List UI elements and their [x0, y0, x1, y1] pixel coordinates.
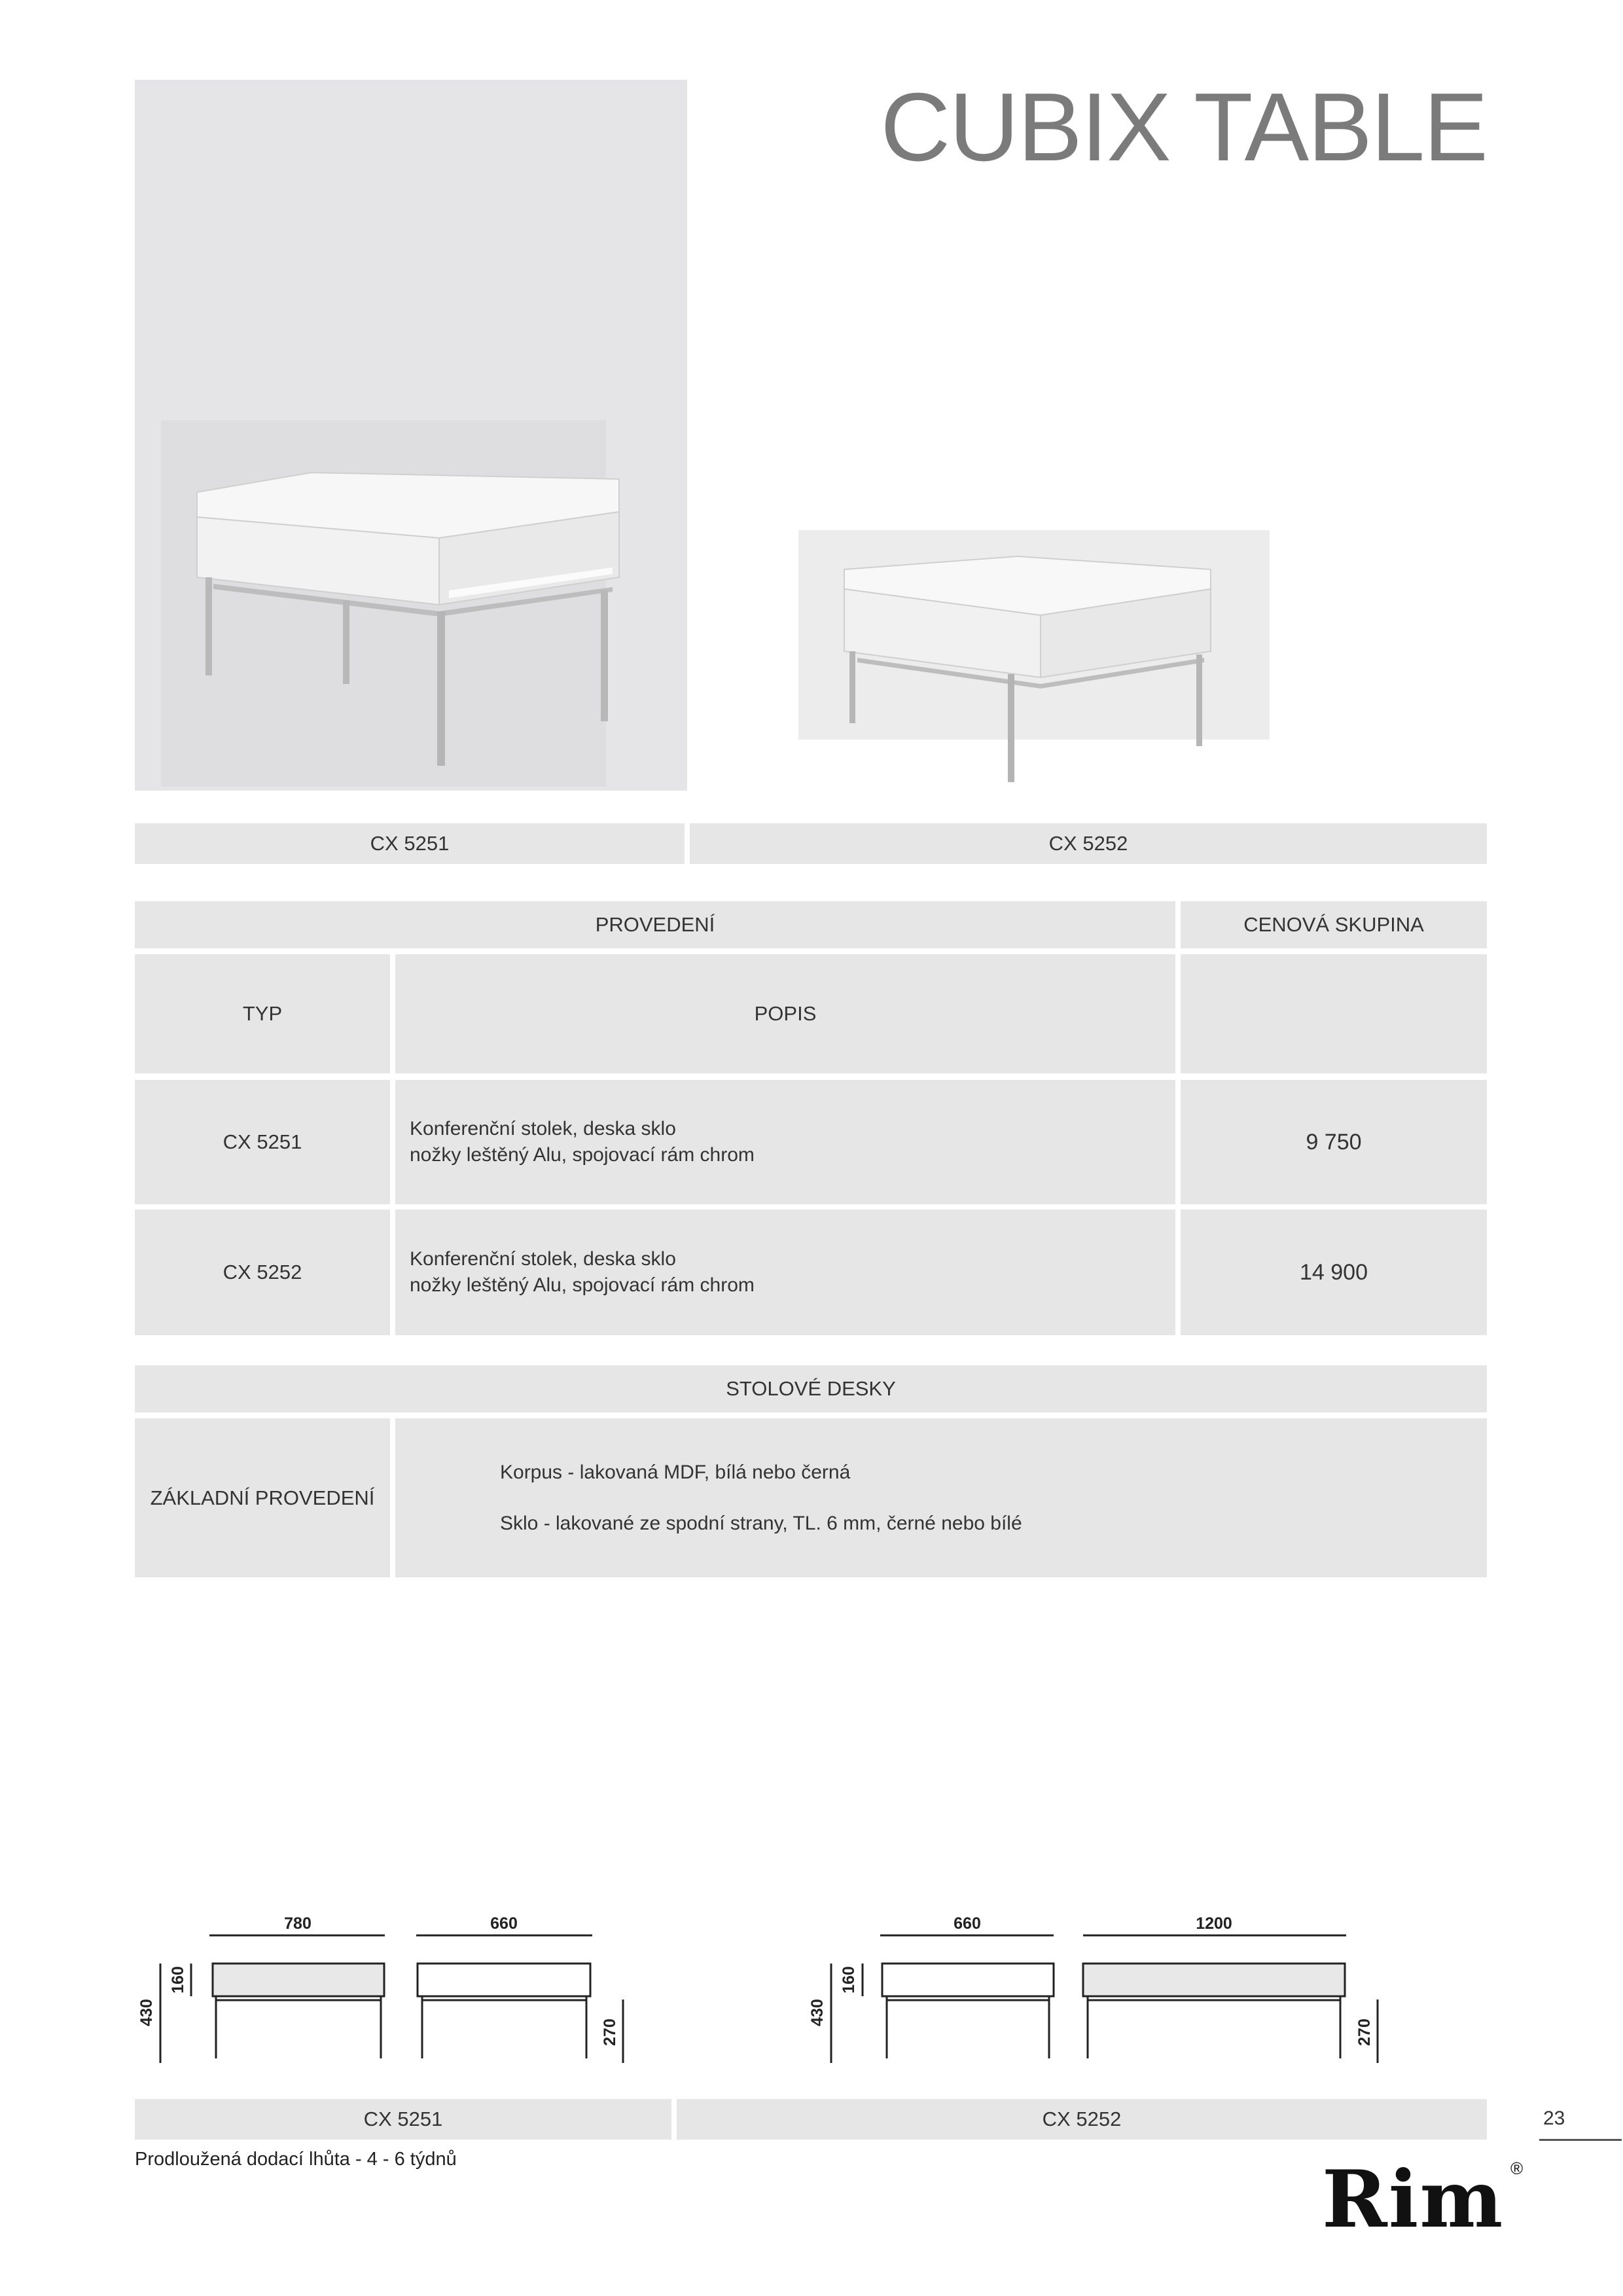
desks-line: Korpus - lakovaná MDF, bílá nebo černá — [500, 1461, 851, 1483]
desks-description — [395, 1418, 1487, 1577]
row-description — [395, 1080, 1175, 1204]
dim-height: 160 — [840, 1966, 858, 1994]
dim-width: 780 — [284, 1914, 312, 1933]
dim-height: 160 — [169, 1966, 187, 1994]
header-cenova-skupina: CENOVÁ SKUPINA — [1181, 901, 1487, 948]
row-typ: CX 5251 — [135, 1080, 390, 1204]
column-typ: TYP — [135, 954, 390, 1073]
rim-logo-text: Rim — [1322, 2153, 1505, 2246]
dim-height: 430 — [137, 1999, 156, 2026]
rim-logo — [1322, 2153, 1531, 2245]
row-price: 9 750 — [1181, 1080, 1487, 1204]
table-illustration-cx5251 — [135, 80, 687, 791]
header-provedeni: PROVEDENÍ — [135, 901, 1175, 948]
page-number: 23 — [1543, 2108, 1565, 2129]
row-typ: CX 5252 — [135, 1210, 390, 1335]
product-label-cx5252: CX 5252 — [690, 823, 1487, 864]
description-line: nožky leštěný Alu, spojovací rám chrom — [410, 1274, 755, 1296]
row-price: 14 900 — [1181, 1210, 1487, 1335]
product-label-cx5251: CX 5251 — [135, 823, 685, 864]
bottom-label-cx5252: CX 5252 — [677, 2099, 1487, 2140]
dim-width: 660 — [954, 1914, 981, 1933]
desks-label: ZÁKLADNÍ PROVEDENÍ — [135, 1418, 390, 1577]
dim-height: 270 — [601, 2018, 619, 2046]
bottom-label-cx5251: CX 5251 — [135, 2099, 671, 2140]
description-line: Konferenční stolek, deska sklo — [410, 1118, 676, 1139]
dim-width: 1200 — [1196, 1914, 1232, 1933]
technical-drawings — [0, 1898, 1505, 2108]
dim-height: 430 — [808, 1999, 827, 2026]
column-popis: POPIS — [395, 954, 1175, 1073]
header-stolove-desky: STOLOVÉ DESKY — [135, 1365, 1487, 1412]
column-price-empty — [1181, 954, 1487, 1073]
dim-height: 270 — [1355, 2018, 1374, 2046]
row-description — [395, 1210, 1175, 1335]
page-number-rule — [1539, 2139, 1622, 2141]
table-illustration-cx5252 — [798, 517, 1270, 798]
description-line: nožky leštěný Alu, spojovací rám chrom — [410, 1144, 755, 1166]
delivery-note: Prodloužená dodací lhůta - 4 - 6 týdnů — [135, 2149, 457, 2170]
registered-mark-icon: ® — [1510, 2159, 1524, 2178]
desks-line: Sklo - lakované ze spodní strany, TL. 6 mm, černé nebo bílé — [500, 1512, 1022, 1534]
product-photo-cx5252 — [798, 517, 1270, 798]
page-title: CUBIX TABLE — [880, 73, 1487, 181]
dim-width: 660 — [490, 1914, 518, 1933]
product-photo-cx5251 — [135, 80, 687, 791]
description-line: Konferenční stolek, deska sklo — [410, 1248, 676, 1270]
